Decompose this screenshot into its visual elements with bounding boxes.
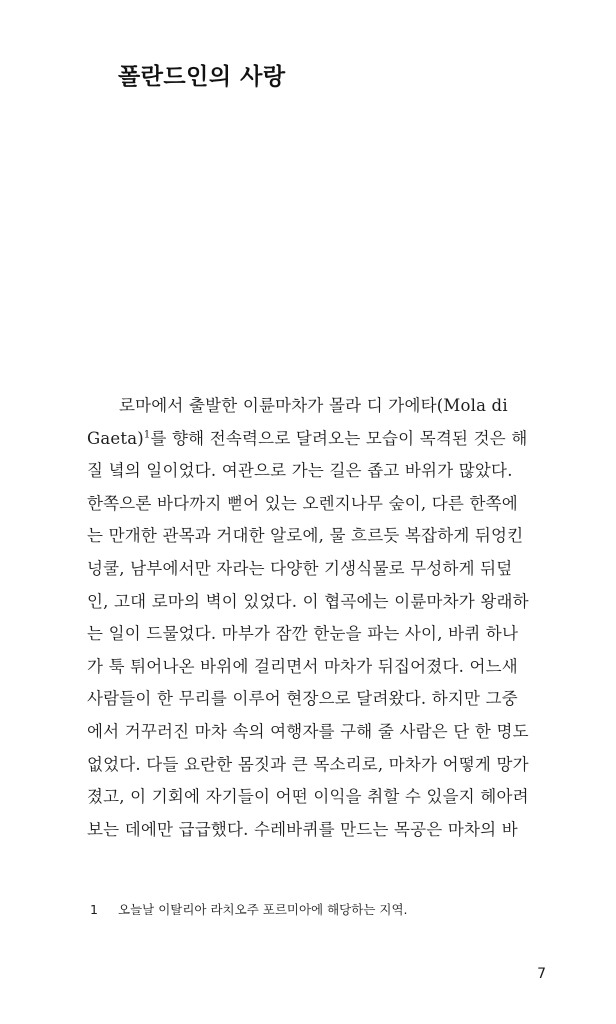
paragraph-line: 한쪽으론 바다까지 뻗어 있는 오렌지나무 숲이, 다른 한쪽에 [87, 493, 518, 513]
paragraph-line: 없었다. 다들 요란한 몸짓과 큰 목소리로, 마차가 어떻게 망가 [87, 754, 529, 774]
paragraph-line: 에서 거꾸러진 마차 속의 여행자를 구해 줄 사람은 단 한 명도 [87, 721, 529, 741]
paragraph-line: 넝쿨, 남부에서만 자라는 다양한 기생식물로 무성하게 뒤덮 [87, 558, 513, 578]
paragraph-line: 는 일이 드물었다. 마부가 잠깐 한눈을 파는 사이, 바퀴 하나 [87, 624, 519, 644]
paragraph-line: 질 녘의 일이었다. 여관으로 가는 길은 좁고 바위가 많았다. [87, 461, 513, 481]
paragraph-line-text: 를 향해 전속력으로 달려오는 모습이 목격된 것은 해 [150, 428, 528, 448]
paragraph-line-text: Gaeta) [87, 428, 144, 448]
paragraph-line: 졌고, 이 기회에 자기들이 어떤 이익을 취할 수 있을지 헤아려 [87, 787, 529, 807]
chapter-title: 폴란드인의 사랑 [118, 64, 286, 90]
page-number: 7 [537, 966, 546, 982]
footnote-mark: 1 [90, 902, 98, 917]
paragraph-line: 는 만개한 관목과 거대한 알로에, 물 흐르듯 복잡하게 뒤엉킨 [87, 526, 524, 546]
paragraph-line [87, 423, 549, 456]
paragraph-line: 사람들이 한 무리를 이루어 현장으로 달려왔다. 하지만 그중 [87, 689, 518, 709]
body-text [87, 390, 549, 846]
paragraph-line: 보는 데에만 급급했다. 수레바퀴를 만드는 목공은 마차의 바 [87, 819, 518, 839]
paragraph-line-text: 로마에서 출발한 이륜마차가 몰라 디 가에타(Mola di [119, 396, 508, 415]
paragraph-line [87, 390, 549, 423]
paragraph-line: 인, 고대 로마의 벽이 있었다. 이 협곡에는 이륜마차가 왕래하 [87, 591, 529, 611]
footnote-reference[interactable]: 1 [143, 429, 151, 441]
paragraph-line: 가 툭 튀어나온 바위에 걸리면서 마차가 뒤집어졌다. 어느새 [87, 656, 518, 676]
footnote [90, 900, 550, 918]
footnote-text: 오늘날 이탈리아 라치오주 포르미아에 해당하는 지역. [118, 902, 408, 917]
